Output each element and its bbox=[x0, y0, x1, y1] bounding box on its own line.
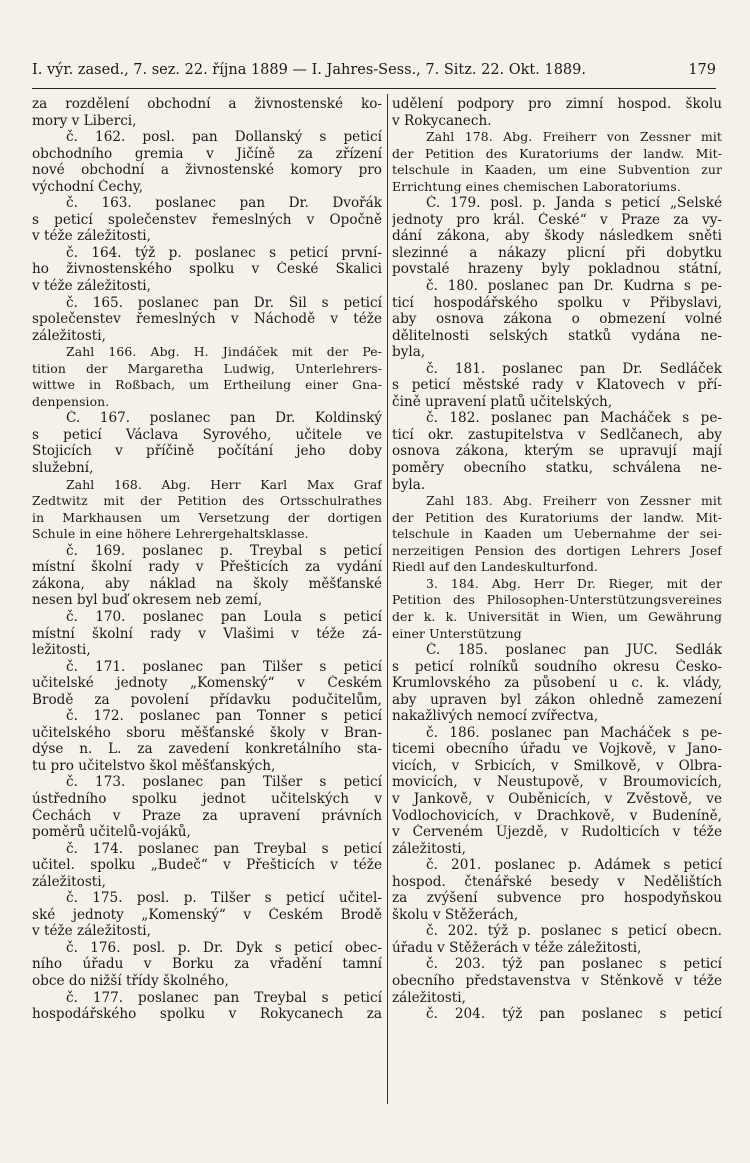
text-line: s peticí rolníků soudního okresu Česko- bbox=[392, 658, 722, 675]
text-line: místní školní rady v Přešticích za vydání bbox=[32, 559, 382, 576]
text-line: č. 202. týž p. poslanec s peticí obecn. bbox=[426, 923, 722, 940]
text-line: Riedl auf den Landeskulturfond. bbox=[392, 559, 599, 575]
text-line: ticí okr. zastupitelstva v Sedlčanech, aby bbox=[392, 426, 722, 443]
left-column bbox=[32, 96, 382, 1023]
text-line: ho živnostenského spolku v České Skalici bbox=[32, 261, 382, 278]
text-line: vicích, v Srbicích, v Smilkově, v Olbra- bbox=[392, 757, 722, 774]
text-line: dýse n. L. za zavedení konkretálního sta- bbox=[32, 741, 382, 758]
text-line: č. 170. poslanec pan Loula s peticí bbox=[66, 608, 382, 625]
header-rule bbox=[32, 88, 716, 89]
text-line: Errichtung eines chemischen Laboratoriums. bbox=[392, 178, 681, 194]
text-line: č. 181. poslanec pan Dr. Sedláček bbox=[426, 360, 722, 377]
text-line: osnova zákona, kterým se upravují mají bbox=[392, 443, 722, 460]
text-line: Zahl 183. Abg. Freiherr von Zessner mit bbox=[426, 493, 722, 509]
text-line: obce do nižší třídy školného, bbox=[32, 972, 229, 989]
text-line: movicích, v Neustupově, v Broumovicích, bbox=[392, 774, 722, 791]
text-line: ské jednoty „Komenský“ v Českém Brodě bbox=[32, 906, 382, 923]
text-line: mory v Liberci, bbox=[32, 112, 137, 129]
text-line: der Petition des Kuratoriums der landw. Mit- bbox=[392, 509, 722, 525]
text-line: ticemi obecního úřadu ve Vojkově, v Jano- bbox=[392, 741, 722, 758]
text-line: č. 173. poslanec pan Tilšer s peticí bbox=[66, 774, 382, 791]
text-line: učitelské jednoty „Komenský“ v Českém bbox=[32, 675, 382, 692]
text-line: s peticí městské rady v Klatovech v pří- bbox=[392, 377, 722, 394]
text-line: v téže záležitosti, bbox=[32, 278, 151, 295]
text-line: za zvýšení subvence pro hospodyňskou bbox=[392, 890, 722, 907]
text-line: obchodního gremia v Jičíně za zřízení bbox=[32, 145, 382, 162]
text-line: záležitosti, bbox=[392, 840, 466, 857]
text-line: udělení podpory pro zimní hospod. školu bbox=[392, 96, 722, 112]
text-line: einer Unterstützung bbox=[392, 625, 522, 641]
text-line: záležitosti, bbox=[32, 873, 106, 890]
text-line: Č. 179. posl. p. Janda s peticí „Selské bbox=[426, 195, 722, 212]
column-divider bbox=[387, 94, 388, 1104]
text-line: nerzeitigen Pension des dortigen Lehrers Josef bbox=[392, 542, 722, 558]
text-line: v téže záležitosti, bbox=[32, 923, 151, 940]
text-line: Petition des Philosophen-Unterstützungsvereines bbox=[392, 592, 722, 608]
text-line: zákona, aby náklad na školy měšťanské bbox=[32, 575, 382, 592]
text-line: č. 176. posl. p. Dr. Dyk s peticí obec- bbox=[66, 939, 382, 956]
text-line: záležitosti, bbox=[32, 327, 106, 344]
text-line: v Jankově, v Ouběnicích, v Zvěstově, ve bbox=[392, 790, 722, 807]
text-line: Vodlochovicích, v Drachkově, v Budeníně, bbox=[392, 807, 722, 824]
text-line: č. 201. poslanec p. Adámek s peticí bbox=[426, 857, 722, 874]
text-line: in Markhausen um Versetzung der dortigen bbox=[32, 509, 382, 525]
text-line: č. 175. posl. p. Tilšer s peticí učitel- bbox=[66, 890, 382, 907]
text-line: Č. 167. poslanec pan Dr. Koldinský bbox=[66, 410, 382, 427]
text-line: povstalé hrazeny byly pokladnou státní, bbox=[392, 261, 722, 278]
text-line: místní školní rady v Vlašimi v téže zá- bbox=[32, 625, 382, 642]
text-line: školu v Stěžerách, bbox=[392, 906, 519, 923]
text-line: č. 172. poslanec pan Tonner s peticí bbox=[66, 708, 382, 725]
text-line: Zahl 178. Abg. Freiherr von Zessner mit bbox=[426, 129, 722, 145]
text-line: č. 180. poslanec pan Dr. Kudrna s pe- bbox=[426, 278, 722, 295]
text-line: telschule in Kaaden, um eine Subvention zur bbox=[392, 162, 722, 178]
text-line: v Červeném Újezdě, v Rudolticích v téže bbox=[392, 824, 722, 841]
text-line: poměrů učitelů-vojáků, bbox=[32, 824, 191, 841]
text-line: poměry obecního statku, schválena ne- bbox=[392, 460, 722, 477]
text-line: v téže záležitosti, bbox=[32, 228, 151, 245]
text-line: Č. 185. poslanec pan JUC. Sedlák bbox=[426, 642, 722, 659]
text-line: v Rokycanech. bbox=[392, 112, 492, 129]
text-line: Schule in eine höhere Lehrergehaltsklasse. bbox=[32, 526, 309, 542]
text-line: za rozdělení obchodní a živnostenské ko- bbox=[32, 96, 382, 112]
text-line: dělitelnosti selských statků vydána ne- bbox=[392, 327, 722, 344]
text-line: učitel. spolku „Budeč“ v Přešticích v téže bbox=[32, 857, 382, 874]
text-line: wittwe in Roßbach, um Ertheilung einer Gna- bbox=[32, 377, 382, 393]
text-line: ležitosti, bbox=[32, 642, 91, 659]
text-line: č. 203. týž pan poslanec s peticí bbox=[426, 956, 722, 973]
text-line: Zahl 168. Abg. Herr Karl Max Graf bbox=[66, 476, 382, 492]
text-line: služební, bbox=[32, 460, 94, 477]
page-number: 179 bbox=[688, 62, 716, 78]
text-line: byla, bbox=[392, 344, 426, 361]
running-header bbox=[32, 62, 716, 78]
header-title: I. výr. zased., 7. sez. 22. října 1889 — I. Jahres-Sess., 7. Sitz. 22. Okt. 1889. bbox=[32, 62, 586, 78]
text-line: nakažlivých nemocí zvířectva, bbox=[392, 708, 599, 725]
text-line: čině upravení platů učitelských, bbox=[392, 393, 613, 410]
text-line: č. 165. poslanec pan Dr. Šil s peticí bbox=[66, 294, 382, 311]
text-line: č. 174. poslanec pan Treybal s peticí bbox=[66, 840, 382, 857]
text-line: ního úřadu v Borku za vřadění tamní bbox=[32, 956, 382, 973]
text-line: hospod. čtenářské besedy v Nedělištích bbox=[392, 873, 722, 890]
text-line: východní Čechy, bbox=[32, 178, 144, 195]
text-line: slezinné a nákazy plicní při dobytku bbox=[392, 244, 722, 261]
text-line: byla. bbox=[392, 476, 426, 493]
text-line: hospodářského spolku v Rokycanech za bbox=[32, 1006, 382, 1023]
text-line: obecního představenstva v Stěnkově v téže bbox=[392, 972, 722, 989]
text-line: nesen byl buď okresem neb zemí, bbox=[32, 592, 263, 609]
text-line: Brodě za povolení přídavku podučitelům, bbox=[32, 691, 382, 708]
text-line: č. 177. poslanec pan Treybal s peticí bbox=[66, 989, 382, 1006]
text-line: der k. k. Universität in Wien, um Gewährung bbox=[392, 608, 722, 624]
text-line: učitelského sboru měšťanské školy v Bran- bbox=[32, 724, 382, 741]
text-line: ticí hospodářského spolku v Přibyslavi, bbox=[392, 294, 722, 311]
text-line: Zahl 166. Abg. H. Jindáček mit der Pe- bbox=[66, 344, 382, 360]
text-line: aby osnova zákona o obmezení volné bbox=[392, 311, 722, 328]
text-line: s peticí Václava Syrového, učitele ve bbox=[32, 426, 382, 443]
text-line: č. 169. poslanec p. Treybal s peticí bbox=[66, 542, 382, 559]
text-line: č. 162. posl. pan Dollanský s peticí bbox=[66, 129, 382, 146]
text-line: denpension. bbox=[32, 393, 110, 409]
text-line: společenstev řemeslných v Náchodě v téže bbox=[32, 311, 382, 328]
right-column bbox=[392, 96, 722, 1023]
text-line: Krumlovského za působení u c. k. vlády, bbox=[392, 675, 722, 692]
text-line: jednoty pro král. České“ v Praze za vy- bbox=[392, 211, 722, 228]
text-line: záležitosti, bbox=[392, 989, 466, 1006]
text-line: úřadu v Stěžerách v téže záležitosti, bbox=[392, 939, 642, 956]
text-line: tu pro učitelstvo škol měšťanských, bbox=[32, 757, 276, 774]
text-line: aby upraven byl zákon ohledně zamezení bbox=[392, 691, 722, 708]
text-line: 3. 184. Abg. Herr Dr. Rieger, mit der bbox=[426, 575, 722, 591]
text-line: č. 182. poslanec pan Macháček s pe- bbox=[426, 410, 722, 427]
text-line: Stojicích v příčině počítání jeho doby bbox=[32, 443, 382, 460]
text-line: ústředního spolku jednot učitelských v bbox=[32, 790, 382, 807]
text-line: s peticí společenstev řemeslných v Opočně bbox=[32, 211, 382, 228]
text-line: telschule in Kaaden um Uebernahme der sei- bbox=[392, 526, 722, 542]
text-line: tition der Margaretha Ludwig, Unterlehrers- bbox=[32, 360, 382, 376]
text-line: č. 204. týž pan poslanec s peticí bbox=[426, 1006, 722, 1023]
text-line: č. 171. poslanec pan Tilšer s peticí bbox=[66, 658, 382, 675]
text-line: der Petition des Kuratoriums der landw. Mit- bbox=[392, 145, 722, 161]
text-line: Zedtwitz mit der Petition des Ortsschulrathes bbox=[32, 493, 382, 509]
text-line: nové obchodní a živnostenské komory pro bbox=[32, 162, 382, 179]
text-line: č. 186. poslanec pan Macháček s pe- bbox=[426, 724, 722, 741]
text-line: č. 163. poslanec pan Dr. Dvořák bbox=[66, 195, 382, 212]
text-line: č. 164. týž p. poslanec s peticí první- bbox=[66, 244, 382, 261]
text-line: dání zákona, aby škody následkem sněti bbox=[392, 228, 722, 245]
text-line: Čechách v Praze za upravení právních bbox=[32, 807, 382, 824]
